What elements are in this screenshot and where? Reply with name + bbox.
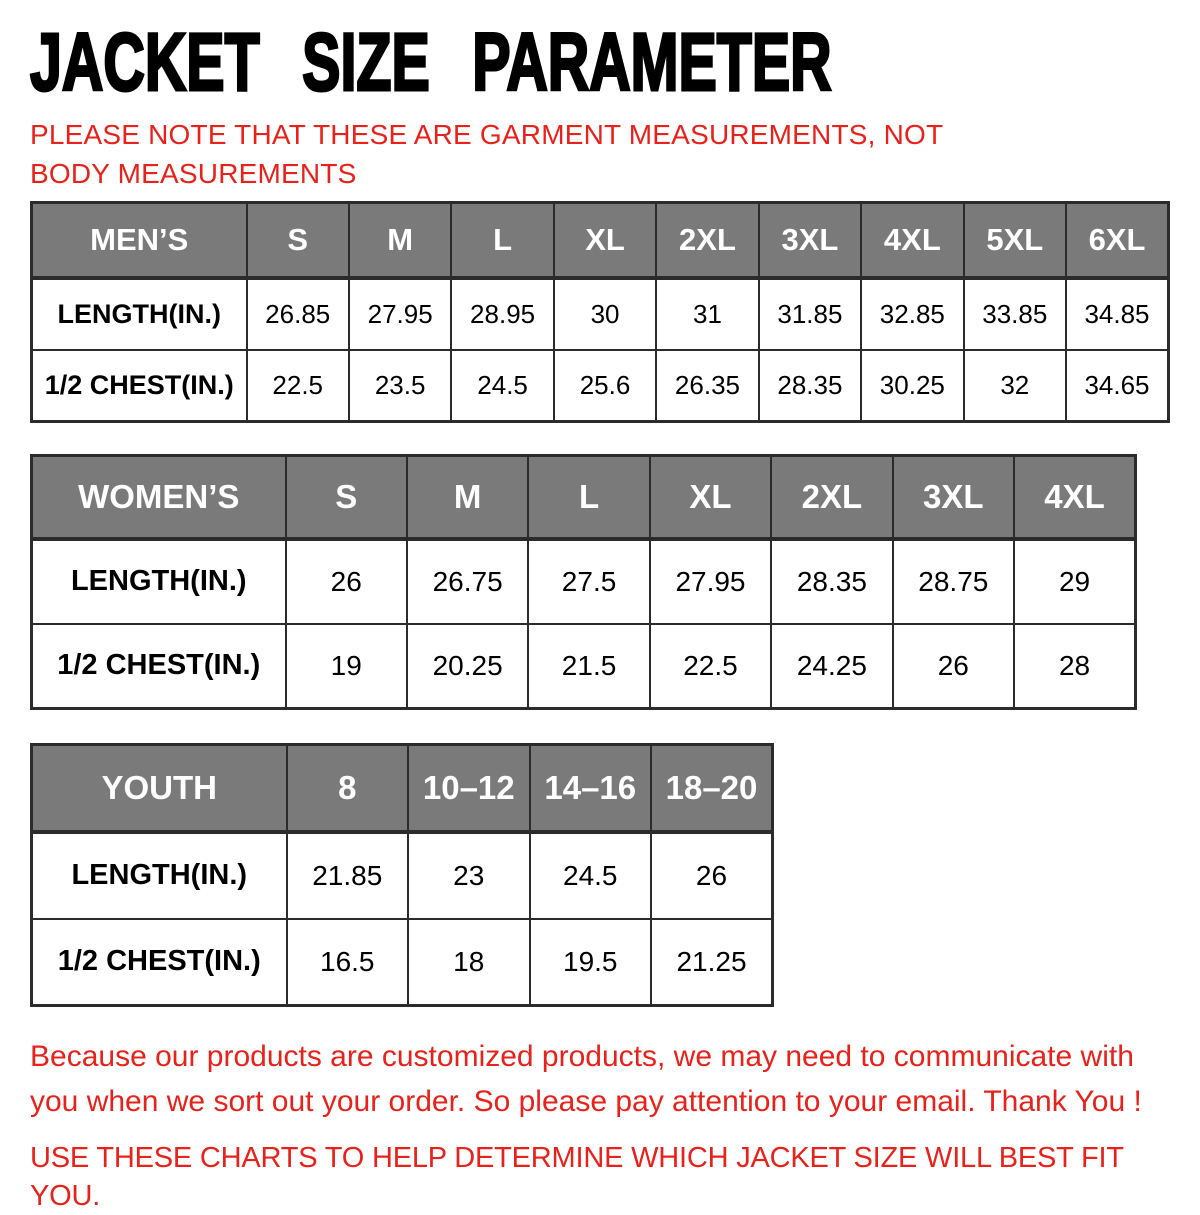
measurement-cell: 21.25 — [651, 919, 773, 1006]
row-label-cell: LENGTH(IN.) — [32, 832, 287, 919]
size-column-header: 5XL — [964, 203, 1066, 278]
page-title: JACKET SIZE PARAMETER — [30, 17, 832, 108]
measurement-cell: 28.95 — [451, 278, 553, 350]
size-column-header: XL — [554, 203, 656, 278]
size-column-header: 3XL — [893, 456, 1014, 539]
measurement-cell: 26 — [286, 539, 407, 624]
measurement-cell: 22.5 — [247, 350, 349, 422]
measurement-cell: 28.35 — [771, 539, 892, 624]
measurement-cell: 24.5 — [530, 832, 652, 919]
size-column-header: 14–16 — [530, 745, 652, 832]
size-column-header: M — [349, 203, 451, 278]
measurement-cell: 21.85 — [287, 832, 409, 919]
table-row — [32, 278, 1169, 350]
row-label-cell: 1/2 CHEST(IN.) — [32, 624, 286, 709]
header-row — [32, 745, 773, 832]
measurement-cell: 19.5 — [530, 919, 652, 1006]
measurement-cell: 33.85 — [964, 278, 1066, 350]
measurement-cell: 23 — [408, 832, 530, 919]
measurement-cell: 16.5 — [287, 919, 409, 1006]
measurement-cell: 22.5 — [650, 624, 771, 709]
table-row — [32, 350, 1169, 422]
row-label-cell: 1/2 CHEST(IN.) — [32, 919, 287, 1006]
table-category-header: YOUTH — [32, 745, 287, 832]
row-label-cell: 1/2 CHEST(IN.) — [32, 350, 247, 422]
measurement-cell: 25.6 — [554, 350, 656, 422]
size-column-header: 8 — [287, 745, 409, 832]
size-column-header: 2XL — [771, 456, 892, 539]
size-column-header: S — [247, 203, 349, 278]
chart-usage-note: USE THESE CHARTS TO HELP DETERMINE WHICH JACKET SIZE WILL BEST FIT YOU. — [30, 1141, 1124, 1212]
measurement-cell: 23.5 — [349, 350, 451, 422]
measurement-cell: 30 — [554, 278, 656, 350]
measurement-cell: 32 — [964, 350, 1066, 422]
measurement-cell: 28.35 — [759, 350, 861, 422]
measurement-cell: 27.95 — [650, 539, 771, 624]
measurement-cell: 24.5 — [451, 350, 553, 422]
womens-size-table — [30, 454, 1137, 710]
size-column-header: XL — [650, 456, 771, 539]
measurement-cell: 19 — [286, 624, 407, 709]
size-column-header: 10–12 — [408, 745, 530, 832]
measurement-cell: 29 — [1014, 539, 1135, 624]
measurement-cell: 24.25 — [771, 624, 892, 709]
measurement-cell: 30.25 — [861, 350, 963, 422]
customized-products-note: Because our products are customized products, we may need to communicate with you when we sort out your order. So please pay attention to your email. Thank You ! — [30, 1040, 1142, 1118]
size-column-header: 3XL — [759, 203, 861, 278]
size-column-header: 6XL — [1066, 203, 1169, 278]
mens-size-table — [30, 201, 1170, 423]
table-category-header: MEN’S — [32, 203, 247, 278]
size-column-header: 4XL — [1014, 456, 1135, 539]
table-row — [32, 624, 1136, 709]
table-category-header: WOMEN’S — [32, 456, 286, 539]
measurement-cell: 26 — [651, 832, 773, 919]
measurement-cell: 31.85 — [759, 278, 861, 350]
header-row — [32, 203, 1169, 278]
measurement-cell: 28 — [1014, 624, 1135, 709]
size-column-header: L — [451, 203, 553, 278]
measurement-cell: 32.85 — [861, 278, 963, 350]
measurement-cell: 26.85 — [247, 278, 349, 350]
measurement-cell: 26.75 — [407, 539, 528, 624]
size-column-header: 18–20 — [651, 745, 773, 832]
measurement-cell: 26 — [893, 624, 1014, 709]
header-row — [32, 456, 1136, 539]
youth-size-table — [30, 743, 774, 1007]
measurement-cell: 31 — [656, 278, 758, 350]
measurement-cell: 34.85 — [1066, 278, 1169, 350]
size-column-header: M — [407, 456, 528, 539]
measurement-cell: 26.35 — [656, 350, 758, 422]
measurement-cell: 21.5 — [528, 624, 649, 709]
garment-measurement-note: PLEASE NOTE THAT THESE ARE GARMENT MEASUREMENTS, NOT BODY MEASUREMENTS — [30, 118, 943, 189]
row-label-cell: LENGTH(IN.) — [32, 539, 286, 624]
measurement-cell: 34.65 — [1066, 350, 1169, 422]
measurement-cell: 20.25 — [407, 624, 528, 709]
measurement-cell: 28.75 — [893, 539, 1014, 624]
measurement-cell: 27.5 — [528, 539, 649, 624]
measurement-cell: 27.95 — [349, 278, 451, 350]
row-label-cell: LENGTH(IN.) — [32, 278, 247, 350]
measurement-cell: 18 — [408, 919, 530, 1006]
size-column-header: L — [528, 456, 649, 539]
table-row — [32, 832, 773, 919]
size-column-header: 4XL — [861, 203, 963, 278]
table-row — [32, 539, 1136, 624]
size-column-header: S — [286, 456, 407, 539]
table-row — [32, 919, 773, 1006]
size-column-header: 2XL — [656, 203, 758, 278]
